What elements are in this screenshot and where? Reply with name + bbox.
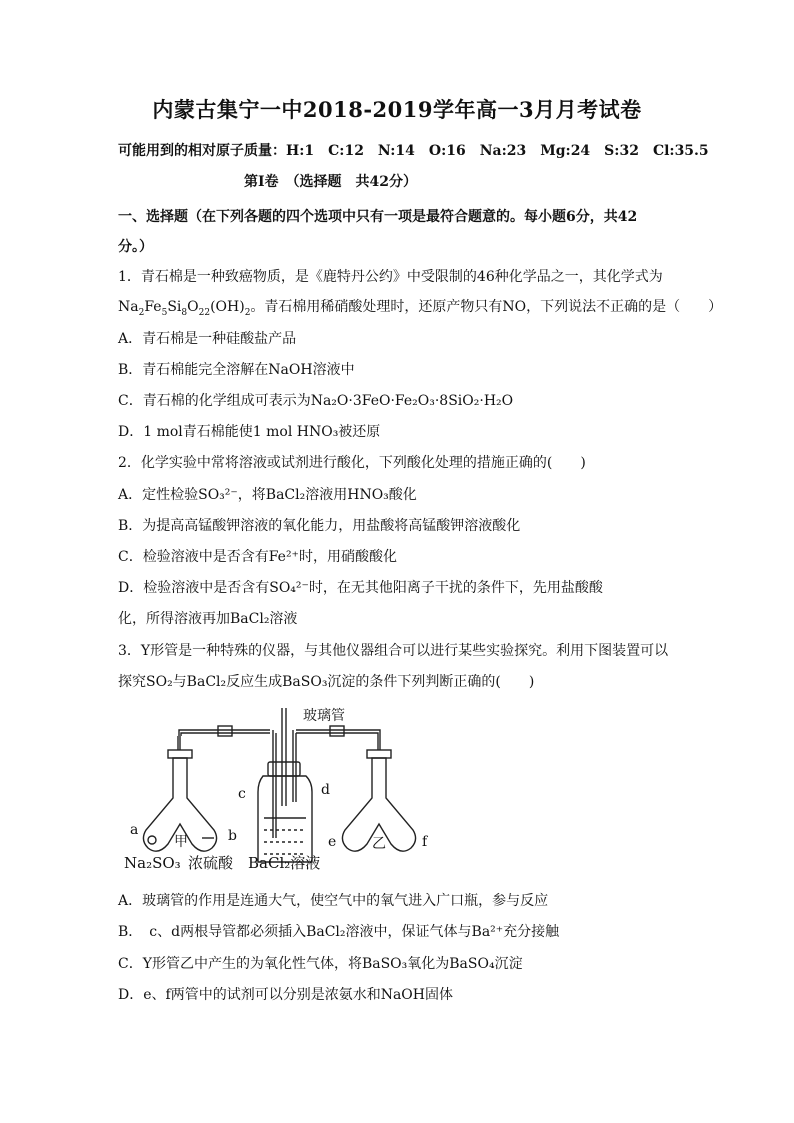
- q2-option-c: C．检验溶液中是否含有Fe²⁺时，用硝酸酸化: [118, 549, 397, 565]
- part1-heading-line1: 一、选择题（在下列各题的四个选项中只有一项是最符合题意的。每小题6分，共42: [118, 209, 638, 225]
- label-glass-tube: 玻璃管: [303, 708, 345, 724]
- label-na2so3: Na₂SO₃: [124, 854, 181, 872]
- section-title: 第Ⅰ卷 （选择题 共42分）: [244, 174, 418, 190]
- label-a: a: [130, 822, 139, 838]
- q2-option-d-line2: 化，所得溶液再加BaCl₂溶液: [118, 611, 298, 627]
- q1-formula-sub-5: 5: [161, 307, 168, 318]
- label-yi: 乙: [372, 836, 386, 852]
- q1-formula-fe: Fe: [144, 299, 162, 315]
- right-y-tube: [342, 736, 415, 851]
- label-c: c: [238, 786, 246, 802]
- atomic-masses: 可能用到的相对原子质量：H:1 C:12 N:14 O:16 Na:23 Mg:24 S:32 Cl:35.5: [118, 143, 709, 159]
- y-tube-apparatus-diagram: [118, 706, 448, 876]
- q2-option-a: A．定性检验SO₃²⁻，将BaCl₂溶液用HNO₃酸化: [118, 487, 417, 503]
- part1-heading-line2: 分。）: [118, 239, 153, 255]
- q1-formula-sub-22: 22: [198, 307, 211, 318]
- q3-option-c: C．Y形管乙中产生的为氧化性气体，将BaSO₃氧化为BaSO₄沉淀: [118, 956, 523, 972]
- q1-option-b: B．青石棉能完全溶解在NaOH溶液中: [118, 362, 355, 378]
- label-conc-h2so4: 浓硫酸: [188, 854, 234, 872]
- page-title: 内蒙古集宁一中2018-2019学年高一3月月考试卷: [152, 97, 642, 122]
- q1-option-d: D．1 mol青石棉能使1 mol HNO₃被还原: [118, 424, 381, 440]
- q1-formula-sub-8: 8: [181, 307, 188, 318]
- label-bacl2-solution: BaCl₂溶液: [248, 854, 321, 872]
- q3-stem-line1: 3．Y形管是一种特殊的仪器，与其他仪器组合可以进行某些实验探究。利用下图装置可以: [118, 643, 669, 659]
- right-rubber-joint: [330, 726, 344, 736]
- label-b: b: [228, 828, 237, 844]
- q1-stem-line1: 1．青石棉是一种致癌物质，是《鹿特丹公约》中受限制的46种化学品之一，其化学式为: [118, 269, 663, 285]
- q1-option-c: C．青石棉的化学组成可表示为Na₂O·3FeO·Fe₂O₃·8SiO₂·H₂O: [118, 393, 514, 409]
- q1-formula-sub-oh: 2: [244, 307, 251, 318]
- q2-option-b: B．为提高高锰酸钾溶液的氧化能力，用盐酸将高锰酸钾溶液酸化: [118, 518, 521, 534]
- q1-formula-oh: (OH): [210, 299, 245, 315]
- wide-mouth-bottle: [258, 762, 312, 862]
- label-jia: 甲: [174, 834, 188, 850]
- q1-formula-na: Na: [118, 299, 139, 315]
- q3-stem-line2: 探究SO₂与BaCl₂反应生成BaSO₃沉淀的条件下列判断正确的( ): [118, 674, 535, 690]
- q2-stem: 2．化学实验中常将溶液或试剂进行酸化，下列酸化处理的措施正确的( ): [118, 455, 586, 471]
- q1-stem-line2: [118, 296, 722, 318]
- label-f: f: [422, 834, 428, 850]
- label-d: d: [321, 782, 330, 798]
- q1-formula-si: Si: [167, 299, 182, 315]
- q1-formula-sub-2: 2: [138, 307, 145, 318]
- q1-stem-rest: 。青石棉用稀硝酸处理时，还原产物只有NO，下列说法不正确的是（ ）: [250, 299, 723, 315]
- q1-option-a: A．青石棉是一种硅酸盐产品: [118, 331, 297, 347]
- q3-option-d: D．e、f两管中的试剂可以分别是浓氨水和NaOH固体: [118, 987, 453, 1003]
- q1-formula-o: O: [187, 299, 199, 315]
- q3-option-a: A．玻璃管的作用是连通大气，使空气中的氧气进入广口瓶，参与反应: [118, 893, 549, 909]
- left-rubber-joint: [218, 726, 232, 736]
- q3-option-b: B． c、d两根导管都必须插入BaCl₂溶液中，保证气体与Ba²⁺充分接触: [118, 924, 560, 940]
- label-e: e: [328, 834, 337, 850]
- q2-option-d-line1: D．检验溶液中是否含有SO₄²⁻时，在无其他阳离子干扰的条件下，先用盐酸酸: [118, 580, 603, 596]
